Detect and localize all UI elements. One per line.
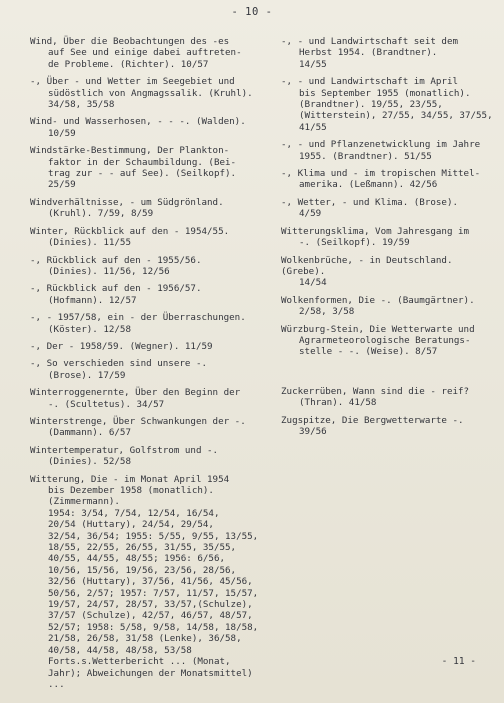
index-entry [30, 116, 275, 139]
index-entry [281, 36, 496, 70]
entry-heading: Wind- und Wasserhosen, - - -. (Walden). [30, 116, 246, 128]
entry-heading: -, Rückblick auf den - 1955/56. [30, 254, 202, 266]
entry-references: (Brose). 17/59 [48, 369, 126, 381]
entry-heading: Zuckerrüben, Wann sind die - reif? [281, 385, 470, 397]
entry-heading: -, - und Landwirtschaft im April [281, 76, 459, 88]
index-entry [30, 341, 275, 352]
entry-references: (Dinies). 11/56, 12/56 [48, 265, 170, 277]
index-entry [281, 415, 496, 438]
entry-references: südöstlich von Angmagssalik. (Kruhl). 34/58, 35/58 [48, 87, 253, 111]
entry-heading: -, Der - 1958/59. (Wegner). 11/59 [30, 340, 213, 352]
entry-heading: Winter, Rückblick auf den - 1954/55. [30, 225, 230, 237]
entry-heading: Windstärke-Bestimmung, Der Plankton- [30, 145, 230, 157]
index-entry [30, 255, 275, 278]
entry-references: 39/56 [299, 425, 327, 437]
right-z-entries [281, 386, 496, 438]
entry-references: auf See und einige dabei auftreten- de Probleme. (Richter). 10/57 [48, 47, 242, 70]
entry-references: bis Dezember 1958 (monatlich). (Zimmermann). 1954: 3/54, 7/54, 12/54, 16/54, 20/54 (Huttary), 24/54, 29/54, 32/54, 36/54; 1955: 5/55, 9/55, 13/55, 18/55, 22/55, 26/55, 31/55, 35/55, 40/55, 44/55, 48/55; 1956: 6/56, 10/56, 15/56, 19/56, 23/56, 28/56, 32/56 (Huttary), 37/56, 41/56, 45/56, 50/56, 2/57; 1957: 7/57, 11/57, 15/57, 19/57, 24/57, 28/57, 33/57,(Schulze), 37/57 (Schulze), 42/57, 46/57, 48/57, 52/57; 1958: 5/58, 9/58, 14/58, 18/58, 21/58, 26/58, 31/58 (Lenke), 36/58, 40/58, 44/58, 48/58, 53/58 Forts.s.Wetterbericht ... (Monat, Jahr); Abweichungen der Monatsmittel) ... [48, 485, 259, 690]
index-entry [30, 283, 275, 306]
index-entry [30, 36, 275, 70]
index-entry [281, 295, 496, 318]
page-number: - 10 - [231, 6, 273, 18]
entry-references: -. (Seilkopf). 19/59 [299, 237, 410, 249]
entry-references: 2/58, 3/58 [299, 306, 355, 318]
entry-heading: Wind, Über die Beobachtungen des -es [30, 36, 230, 47]
entry-heading: -, Über - und Wetter im Seegebiet und [30, 76, 235, 88]
entry-references: faktor in der Schaumbildung. (Bei- trag zur - - auf See). (Seilkopf). 25/59 [48, 156, 237, 191]
index-entry [281, 139, 496, 162]
entry-heading: Witterung, Die - im Monat April 1954 [30, 473, 230, 485]
entry-heading: Windverhältnisse, - um Südgrönland. [30, 196, 224, 208]
entry-references: 4/59 [299, 208, 322, 220]
entry-references: (Dammann). 6/57 [48, 427, 131, 439]
entry-heading: -, Klima und - im tropischen Mittel- [281, 168, 481, 180]
entry-heading: Wolkenformen, Die -. (Baumgärtner). [281, 294, 475, 306]
entry-references: (Hofmann). 12/57 [48, 294, 137, 306]
entry-heading: -, - und Landwirtschaft seit dem [281, 36, 459, 47]
right-column [281, 36, 496, 443]
index-entry [281, 197, 496, 220]
index-entry [30, 312, 275, 335]
index-entry [281, 168, 496, 191]
entry-references: (Dinies). 11/55 [48, 237, 131, 249]
entry-heading: -, Rückblick auf den - 1956/57. [30, 283, 202, 295]
entry-references: 14/54 [299, 277, 327, 289]
right-w-entries [281, 36, 496, 358]
entry-heading: Winterstrenge, Über Schwankungen der -. [30, 415, 246, 427]
index-entry [30, 197, 275, 220]
index-entry [30, 445, 275, 468]
left-column [30, 36, 275, 696]
entry-references: bis September 1955 (monatlich). (Brandtner). 19/55, 23/55, (Witterstein), 27/55, 34/55, 37/55, 41/55 [299, 87, 493, 133]
entry-heading: Witterungsklima, Vom Jahresgang im [281, 225, 470, 237]
entry-heading: -, Wetter, - und Klima. (Brose). [281, 196, 459, 208]
entry-references: Agrarmeteorologische Beratungs- stelle - -. (Weise). 8/57 [299, 334, 471, 358]
entry-references: amerika. (Leßmann). 42/56 [299, 179, 438, 191]
entry-heading: -, - 1957/58, ein - der Überraschungen. [30, 312, 246, 324]
index-entry [281, 76, 496, 133]
index-entry [30, 474, 275, 691]
entry-heading: -, - und Pflanzenetwicklung im Jahre [281, 139, 481, 151]
index-entry [281, 324, 496, 358]
entry-references: 1955. (Brandtner). 51/55 [299, 150, 432, 162]
entry-references: (Kruhl). 7/59, 8/59 [48, 208, 154, 220]
entry-references: Herbst 1954. (Brandtner). 14/55 [299, 47, 438, 70]
index-entry [30, 226, 275, 249]
entry-heading: -, So verschieden sind unsere -. [30, 358, 208, 370]
entry-heading: Winterroggenernte, Über den Beginn der [30, 387, 241, 399]
index-entry [30, 76, 275, 110]
index-entry [281, 226, 496, 249]
entry-references: (Dinies). 52/58 [48, 456, 131, 468]
entry-references: (Köster). 12/58 [48, 323, 131, 335]
entry-references: -. (Scultetus). 34/57 [48, 398, 165, 410]
index-entry [30, 145, 275, 191]
index-entry [30, 358, 275, 381]
entry-heading: Wolkenbrüche, - in Deutschland. (Grebe). [281, 254, 459, 277]
entry-references: (Thran). 41/58 [299, 397, 377, 409]
entry-references: 10/59 [48, 127, 76, 139]
entry-heading: Zugspitze, Die Bergwetterwarte -. [281, 414, 464, 426]
index-entry [30, 387, 275, 410]
footer-page-mark: - 11 - [441, 656, 476, 667]
index-entry [281, 255, 496, 289]
entry-heading: Würzburg-Stein, Die Wetterwarte und [281, 323, 475, 335]
index-entry [30, 416, 275, 439]
entry-heading: Wintertemperatur, Golfstrom und -. [30, 444, 219, 456]
index-entry [281, 386, 496, 409]
section-gap [281, 364, 496, 386]
